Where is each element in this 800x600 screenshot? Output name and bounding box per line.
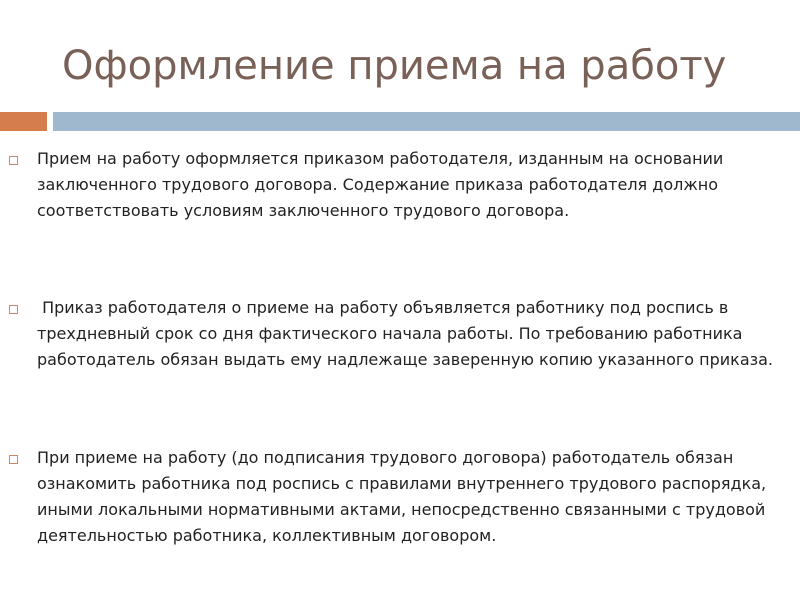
hollow-square-bullet-icon bbox=[9, 455, 18, 464]
slide-title: Оформление приема на работу bbox=[62, 43, 727, 89]
bullet-text-2: Приказ работодателя о приеме на работу объявляется работнику под роспись в трехдневный срок со дня фактического начала работы. По требованию работника работодатель обязан выдать ему надлежаще заверенную копию указанного приказа. bbox=[37, 298, 774, 369]
bullet-text-1: Прием на работу оформляется приказом работодателя, изданным на основании заключенного трудового договора. Содержание приказа работодателя должно соответствовать условиям заключенного трудового договора. bbox=[37, 149, 724, 220]
hollow-square-bullet-icon bbox=[9, 156, 18, 165]
hollow-square-bullet-icon bbox=[9, 305, 18, 314]
title-accent-bar bbox=[0, 112, 47, 131]
bullet-text-3: При приеме на работу (до подписания трудового договора) работодатель обязан ознакомить работника под роспись с правилами внутреннего трудового распорядка, иными локальными нормативными актами, непосредственно связанными с трудовой деятельностью работника, коллективным договором. bbox=[37, 448, 767, 545]
title-underline-bar bbox=[53, 112, 800, 131]
